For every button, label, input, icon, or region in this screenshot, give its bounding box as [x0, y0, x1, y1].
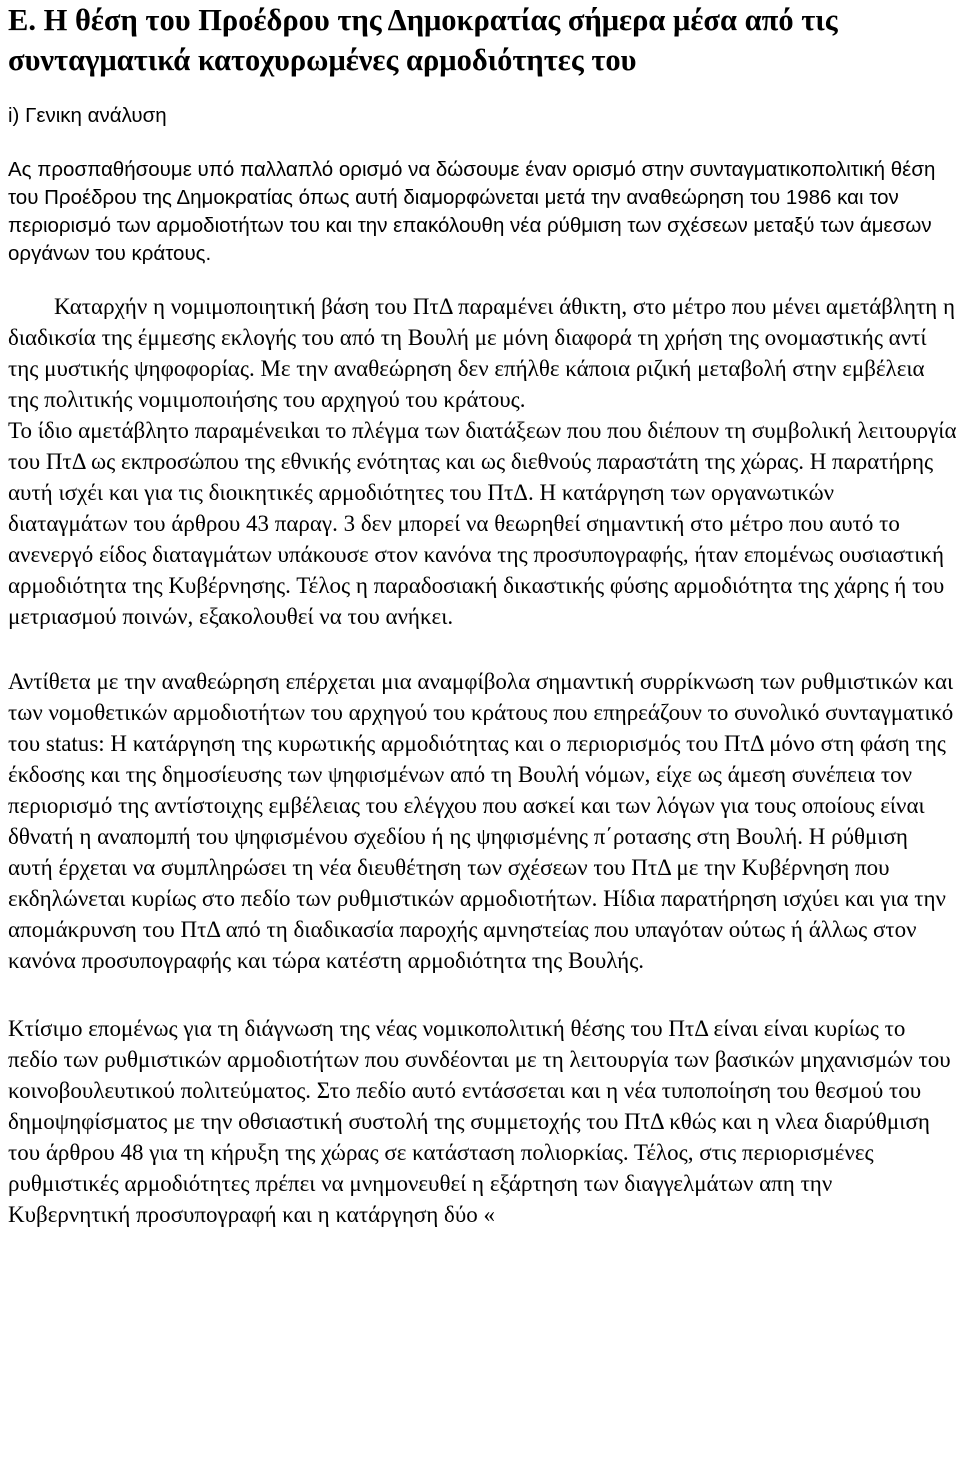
document-page [8, 0, 958, 1230]
document-title: Ε. Η θέση του Προέδρου της Δημοκρατίας σήμερα μέσα από τις συνταγματικά κατοχυρωμένες αρμοδιότητες του [8, 3, 838, 77]
section-subheading: i) Γενικη ανάλυση [8, 104, 167, 127]
paragraph-conclusion: Κτίσιμο επομένως για τη διάγνωση της νέας νομικοπολιτική θέσης του ΠτΔ είναι είναι κυρίως το πεδίο των ρυθμιστικών αρμοδιοτήτων που συνδέονται με τη λειτουργία των βασικών μηχανισμών του κοινοβουλευτικού πολιτεύματος. Στο πεδίο αυτό εντάσσεται και η νέα τυποποίηση του θεσμού του δημοψηφίσματος με την οθσιαστική συστολή της συμμετοχής του ΠτΔ κθώς και η νλεα διαρύθμιση του άρθρου 48 για τη κήρυξη της χώρας σε κατάσταση πολιορκίας. Τέλος, στις περιορισμένες ρυθμιστικές αρμοδιότητες πρέπει να μνημονευθεί η εξάρτηση των διαγγελμάτων απη την Κυβερνητική προσυπογραφή και η κατάργηση δύο « [8, 1016, 951, 1227]
paragraph-legitimacy: Καταρχήν η νομιμοποιητική βάση του ΠτΔ παραμένει άθικτη, στο μέτρο που μένει αμετάβλητη η διαδικσία της έμμεσης εκλογής του από τη Βουλή με μόνη διαφορά τη χρήση της ονομαστικής αντί της μυστικής ψηφοφορίας. Με την αναθεώρηση δεν επήλθε κάποια ριζική μεταβολή στην εμβέλεια της πολιτικής νομιμοποιήσης του αρχηγού του κράτους. [8, 294, 955, 412]
paragraph-intro: Ας προσπαθήσουμε υπό παλλαπλό ορισμό να δώσουμε έναν ορισμό στην συνταγματικοπολιτική θέση του Προέδρου της Δημοκρατίας όπως αυτή διαμορφώνεται μετά την αναθεώρηση του 1986 και τον περιορισμό των αρμοδιοτήτων του και την επακόλουθη νέα ρύθμιση των σχέσεων μεταξύ των άμεσων οργάνων του κράτους. [8, 158, 936, 265]
paragraph-symbolic-function: Το ίδιο αμετάβλητο παραμένειkαι το πλέγμα των διατάξεων που που διέπουν τη συμβολική λειτουργία του ΠτΔ ως εκπροσώπου της εθνικής ενότητας και ως διεθνούς παραστάτη της χώρας. Η παρατήρης αυτή ισχέι και για τις διοικητικές αρμοδιότητες του ΠτΔ. Η κατάργηση των οργανωτικών διαταγμάτων του άρθρου 43 παραγ. 3 δεν μπορεί να θεωρηθεί σημαντική στο μέτρο που αυτό το ανενεργό είδος διαταγμάτων υπάκουσε στον κανόνα της προσυπογραφής, ήταν επομένως ουσιαστική αρμοδιότητα της Κυβέρνησης. Τέλος η παραδοσιακή δικαστικής φύσης αρμοδιότητα της χάρης ή του μετριασμού ποινών, εξακολουθεί να του ανήκει. [8, 418, 957, 629]
paragraph-regulatory-powers: Αντίθετα με την αναθεώρηση επέρχεται μια αναμφίβολα σημαντική συρρίκνωση των ρυθμιστικών και των νομοθετικών αρμοδιοτήτων του αρχηγού του κράτους που επηρεάζουν το συνολικό συνταγματικό του status: Η κατάργηση της κυρωτικής αρμοδιότητας και ο περιορισμός του ΠτΔ μόνο στη φάση της έκδοσης και της δημοσίευσης των ψηφισμένων από τη Βουλή νόμων, είχε ως άμεση συνέπεια τον περιορισμό της αντίστοιχης εμβέλειας του ελέγχου που ασκεί και των λόγων για τους οποίους είναι δθνατή η αναπομπή του ψηφισμένου σχεδίου ή ης ψηφισμένης π΄ροτασης στη Βουλή. Η ρύθμιση αυτή έρχεται να συμπληρώσει τη νέα διευθέτηση των σχέσεων του ΠτΔ με την Κυβέρνηση που εκδηλώνεται κυρίως στο πεδίο των ρυθμιστικών αρμοδιοτήτων. Ηίδια παρατήρηση ισχύει και για την απομάκρυνση του ΠτΔ από τη διαδικασία παροχής αμνηστείας που υπαγόταν ούτως ή άλλως στον κανόνα προσυπογραφής και τώρα κατέστη αρμοδιότητα της Βουλής. [8, 669, 954, 973]
